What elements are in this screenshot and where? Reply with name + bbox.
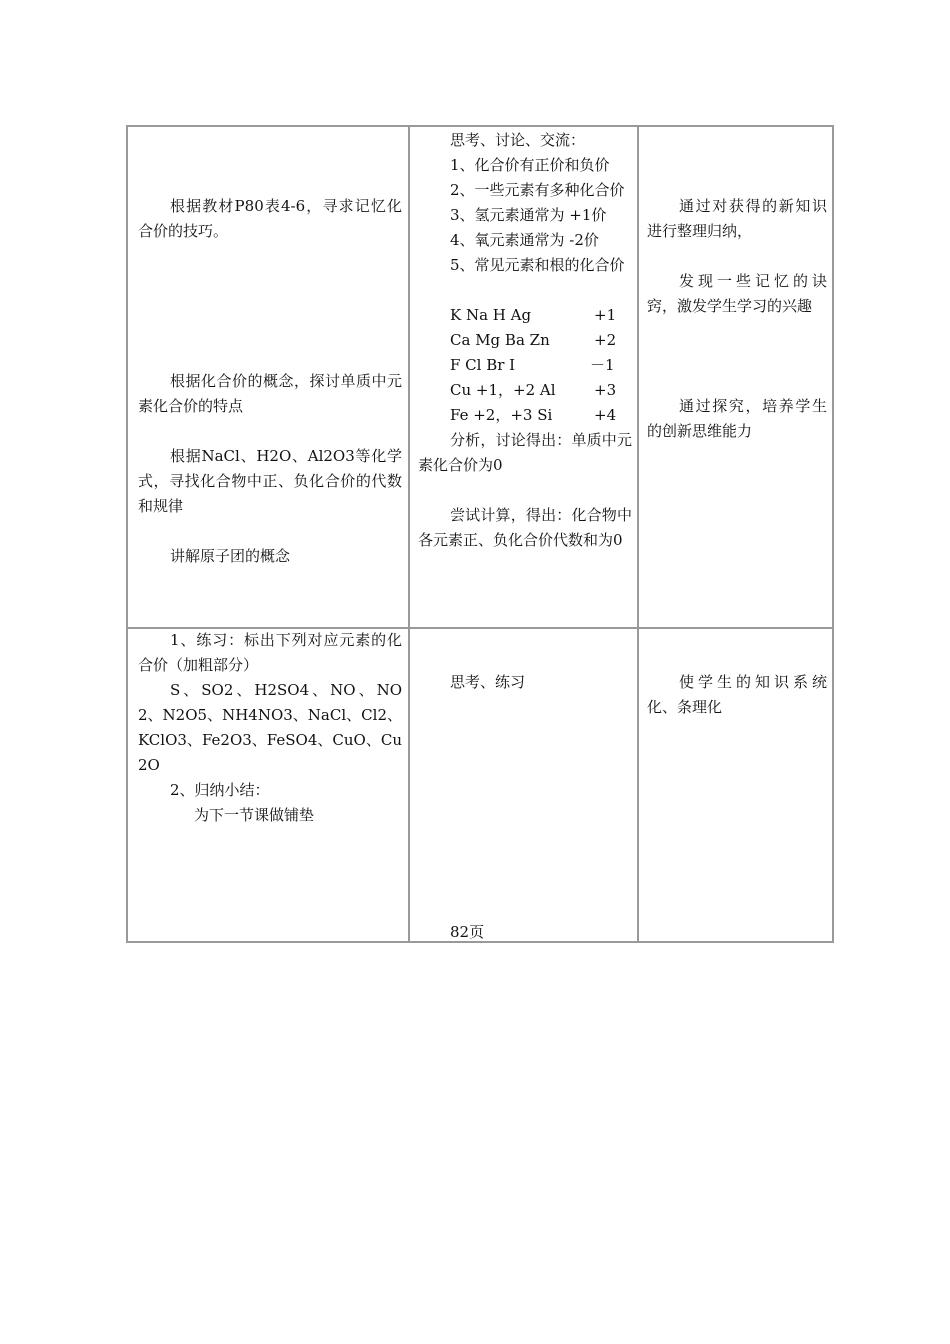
valence-value: +4 — [594, 406, 617, 424]
valence-value: +1 — [594, 306, 617, 324]
student-point: 5、常见元素和根的化合价 — [450, 256, 625, 274]
valence-row — [450, 403, 632, 428]
teacher-text-valence-sum: 根据NaCl、H2O、Al2O3等化学式，寻找化合物中正、负化合价的代数和规律 — [138, 447, 402, 515]
purpose-text: 发现一些记忆的诀窍，激发学生学习的兴趣 — [647, 272, 827, 315]
valence-value: +2 — [594, 331, 617, 349]
page-label: 82页 — [450, 923, 485, 941]
student-calculation: 尝试计算，得出：化合物中各元素正、负化合价代数和为0 — [418, 506, 632, 549]
teacher-text-element-valence: 根据化合价的概念，探讨单质中元素化合价的特点 — [138, 372, 402, 415]
valence-value: +3 — [594, 381, 617, 399]
purpose-text: 使学生的知识系统化、条理化 — [647, 673, 827, 716]
student-practice: 思考、练习 — [450, 673, 526, 691]
valence-value: －1 — [590, 356, 615, 374]
student-point: 3、氢元素通常为 +1价 — [450, 206, 607, 224]
column-divider — [408, 127, 410, 941]
summary-text: 2、归纳小结： — [170, 781, 270, 799]
row1-teacher-cell — [138, 194, 402, 569]
row2-teacher-cell — [138, 628, 402, 828]
exercise-text: 1、练习：标出下列对应元素的化合价（加粗部分） — [138, 631, 402, 674]
student-point: 2、一些元素有多种化合价 — [450, 181, 625, 199]
purpose-text: 通过探究，培养学生的创新思维能力 — [647, 397, 827, 440]
valence-row — [450, 303, 632, 328]
purpose-text: 通过对获得的新知识进行整理归纳， — [647, 197, 827, 240]
student-analysis: 分析，讨论得出：单质中元素化合价为0 — [418, 431, 632, 474]
row2-student-cell — [418, 670, 632, 695]
prepare-text: 为下一节课做铺垫 — [194, 806, 315, 824]
student-heading: 思考、讨论、交流： — [450, 131, 586, 149]
teacher-text-table-4-6: 根据教材P80表4-6，寻求记忆化合价的技巧。 — [138, 197, 402, 240]
valence-elements: F Cl Br I — [450, 356, 516, 374]
valence-table — [418, 303, 632, 428]
student-point: 1、化合价有正价和负价 — [450, 156, 610, 174]
valence-row — [450, 328, 632, 353]
valence-elements: Ca Mg Ba Zn — [450, 331, 550, 349]
teacher-text-radical: 讲解原子团的概念 — [170, 547, 291, 565]
valence-row — [450, 378, 632, 403]
row1-student-cell — [418, 128, 632, 553]
valence-elements: Fe +2，+3 Si — [450, 406, 553, 424]
formula-list: S、SO2、H2SO4、NO、NO2、N2O5、NH4NO3、NaCl、Cl2、KClO3、Fe2O3、FeSO4、CuO、Cu2O — [138, 681, 402, 774]
student-point: 4、氧元素通常为 -2价 — [450, 231, 599, 249]
column-divider — [637, 127, 639, 941]
row2-purpose-cell — [647, 670, 827, 720]
valence-elements: K Na H Ag — [450, 306, 532, 324]
valence-row — [450, 353, 632, 378]
row1-purpose-cell — [647, 194, 827, 444]
valence-elements: Cu +1，+2 Al — [450, 381, 556, 399]
lesson-table — [126, 125, 834, 943]
